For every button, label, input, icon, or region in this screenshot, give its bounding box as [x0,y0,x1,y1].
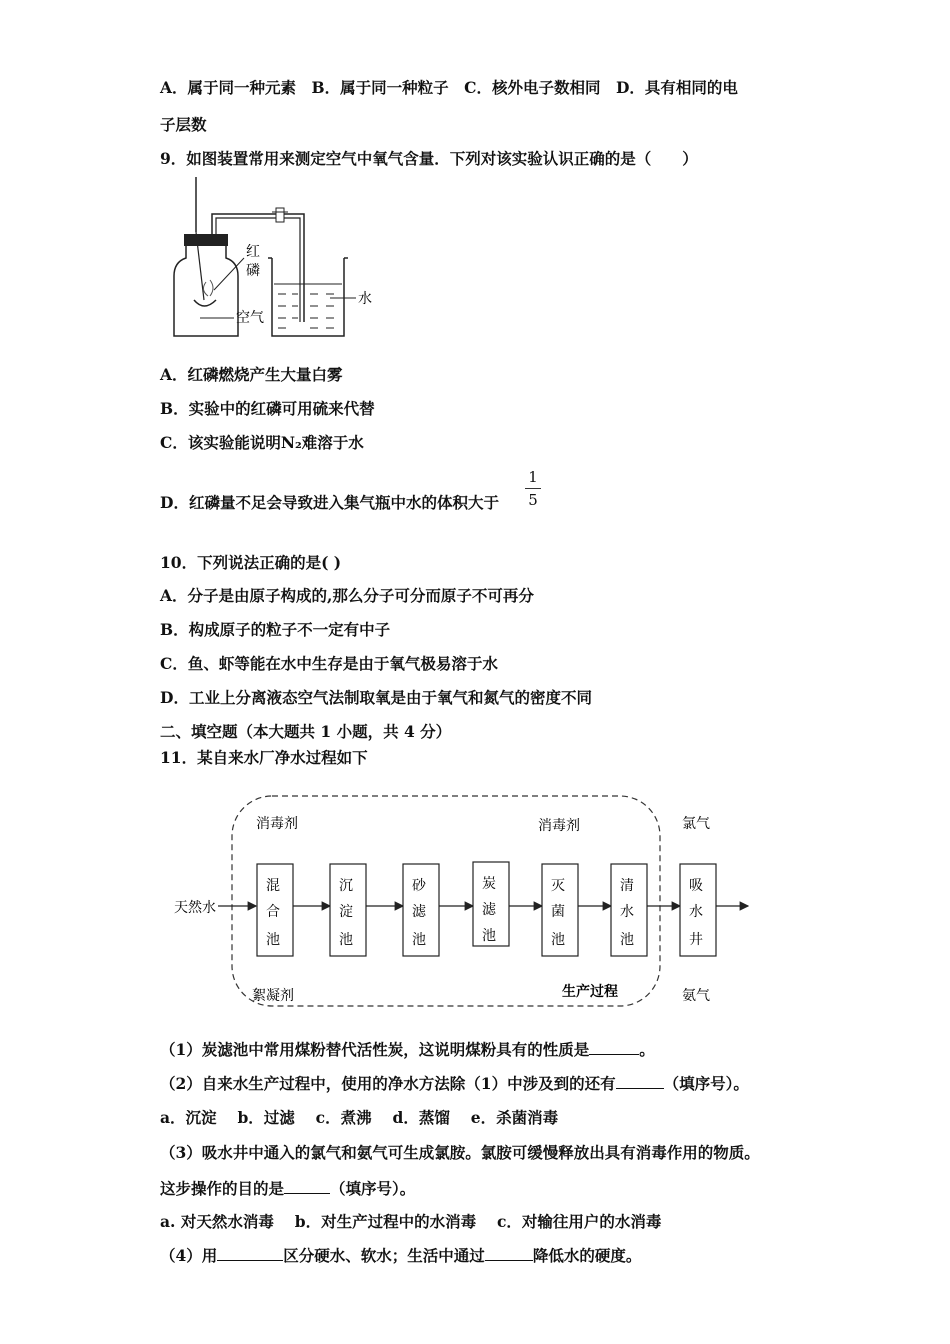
q9-apparatus-figure [160,172,390,344]
box-clean-water-tank [611,864,647,956]
label-red-phosphorus-1: 红 [246,244,260,260]
q10-option-c: C．鱼、虾等能在水中生存是由于氧气极易溶于水 [160,654,498,673]
q9-option-b: B．实验中的红磷可用硫来代替 [160,399,375,418]
q10-option-a: A．分子是由原子构成的,那么分子可分而原子不可再分 [160,586,534,605]
svg-text:灭: 灭 [551,878,565,894]
label-production-process: 生产过程 [562,984,618,1000]
label-disinfectant-right: 消毒剂 [538,818,580,834]
svg-text:池: 池 [412,932,426,948]
svg-text:沉: 沉 [339,878,353,894]
q10-stem: 10．下列说法正确的是( ) [160,553,342,572]
box-mixing-tank [257,864,293,956]
box-sterilization-tank [542,864,578,956]
svg-text:混: 混 [266,878,280,894]
label-coagulant: 絮凝剂 [252,988,294,1004]
water-treatment-flow-diagram [170,790,760,1015]
q11-part3-options: a. 对天然水消毒 b．对生产过程中的水消毒 c．对输往用户的水消毒 [160,1212,662,1231]
q10-option-d: D．工业上分离液态空气法制取氧是由于氧气和氮气的密度不同 [160,688,592,707]
svg-text:滤: 滤 [412,904,426,920]
svg-text:合: 合 [266,904,280,920]
svg-text:水: 水 [689,904,703,920]
q10-option-b: B．构成原子的粒子不一定有中子 [160,620,391,639]
q9-option-d: D．红磷量不足会导致进入集气瓶中水的体积大于 [160,493,499,512]
box-sand-filter-tank [403,864,439,956]
label-chlorine: 氯气 [682,816,710,832]
svg-text:砂: 砂 [412,878,426,894]
section-title: 二、填空题（本大题共 1 小题，共 4 分） [160,722,452,741]
label-air: 空气 [236,310,264,326]
svg-text:清: 清 [620,878,634,894]
svg-text:菌: 菌 [551,904,565,920]
fraction-denominator: 5 [528,491,538,509]
q9-option-c: C．该实验能说明N₂难溶于水 [160,433,364,452]
svg-text:池: 池 [551,932,565,948]
q11-stem: 11．某自来水厂净水过程如下 [160,748,368,767]
fraction-numerator: 1 [528,468,538,486]
label-water: 水 [358,291,372,307]
svg-text:炭: 炭 [482,876,496,892]
fraction-one-fifth [525,468,541,509]
q11-part1: （1）炭滤池中常用煤粉替代活性炭，这说明煤粉具有的性质是 。 [160,1040,655,1059]
q11-part2: （2）自来水生产过程中，使用的净水方法除（1）中涉及到的还有 （填序号）。 [160,1074,749,1093]
box-carbon-filter-tank [473,862,509,946]
svg-text:水: 水 [620,904,634,920]
label-natural-water: 天然水 [174,900,216,916]
svg-text:吸: 吸 [689,878,703,894]
q11-part4: （4）用 区分硬水、软水；生活中通过 降低水的硬度。 [160,1246,642,1265]
svg-text:池: 池 [482,928,496,944]
box-sedimentation-tank [330,864,366,956]
svg-text:淀: 淀 [339,904,353,920]
svg-text:滤: 滤 [482,902,496,918]
svg-text:池: 池 [620,932,634,948]
svg-text:井: 井 [689,932,703,948]
q9-stem: 9．如图装置常用来测定空气中氧气含量．下列对该实验认识正确的是（ ） [160,149,698,168]
q9-option-a: A．红磷燃烧产生大量白雾 [160,365,343,384]
box-suction-well [680,864,716,956]
svg-text:池: 池 [266,932,280,948]
q8-options-cont: 子层数 [160,115,207,134]
q11-part2-options: a．沉淀 b．过滤 c．煮沸 d．蒸馏 e．杀菌消毒 [160,1108,559,1127]
label-red-phosphorus-2: 磷 [246,263,260,279]
q8-options: A．属于同一种元素 B．属于同一种粒子 C．核外电子数相同 D．具有相同的电 [160,78,738,97]
svg-text:池: 池 [339,932,353,948]
label-disinfectant-left: 消毒剂 [256,816,298,832]
q11-part3: （3）吸水井中通入的氯气和氨气可生成氯胺。氯胺可缓慢释放出具有消毒作用的物质。 [160,1143,760,1162]
q11-part3-cont: 这步操作的目的是 （填序号）。 [160,1179,416,1198]
label-ammonia: 氨气 [682,988,710,1004]
